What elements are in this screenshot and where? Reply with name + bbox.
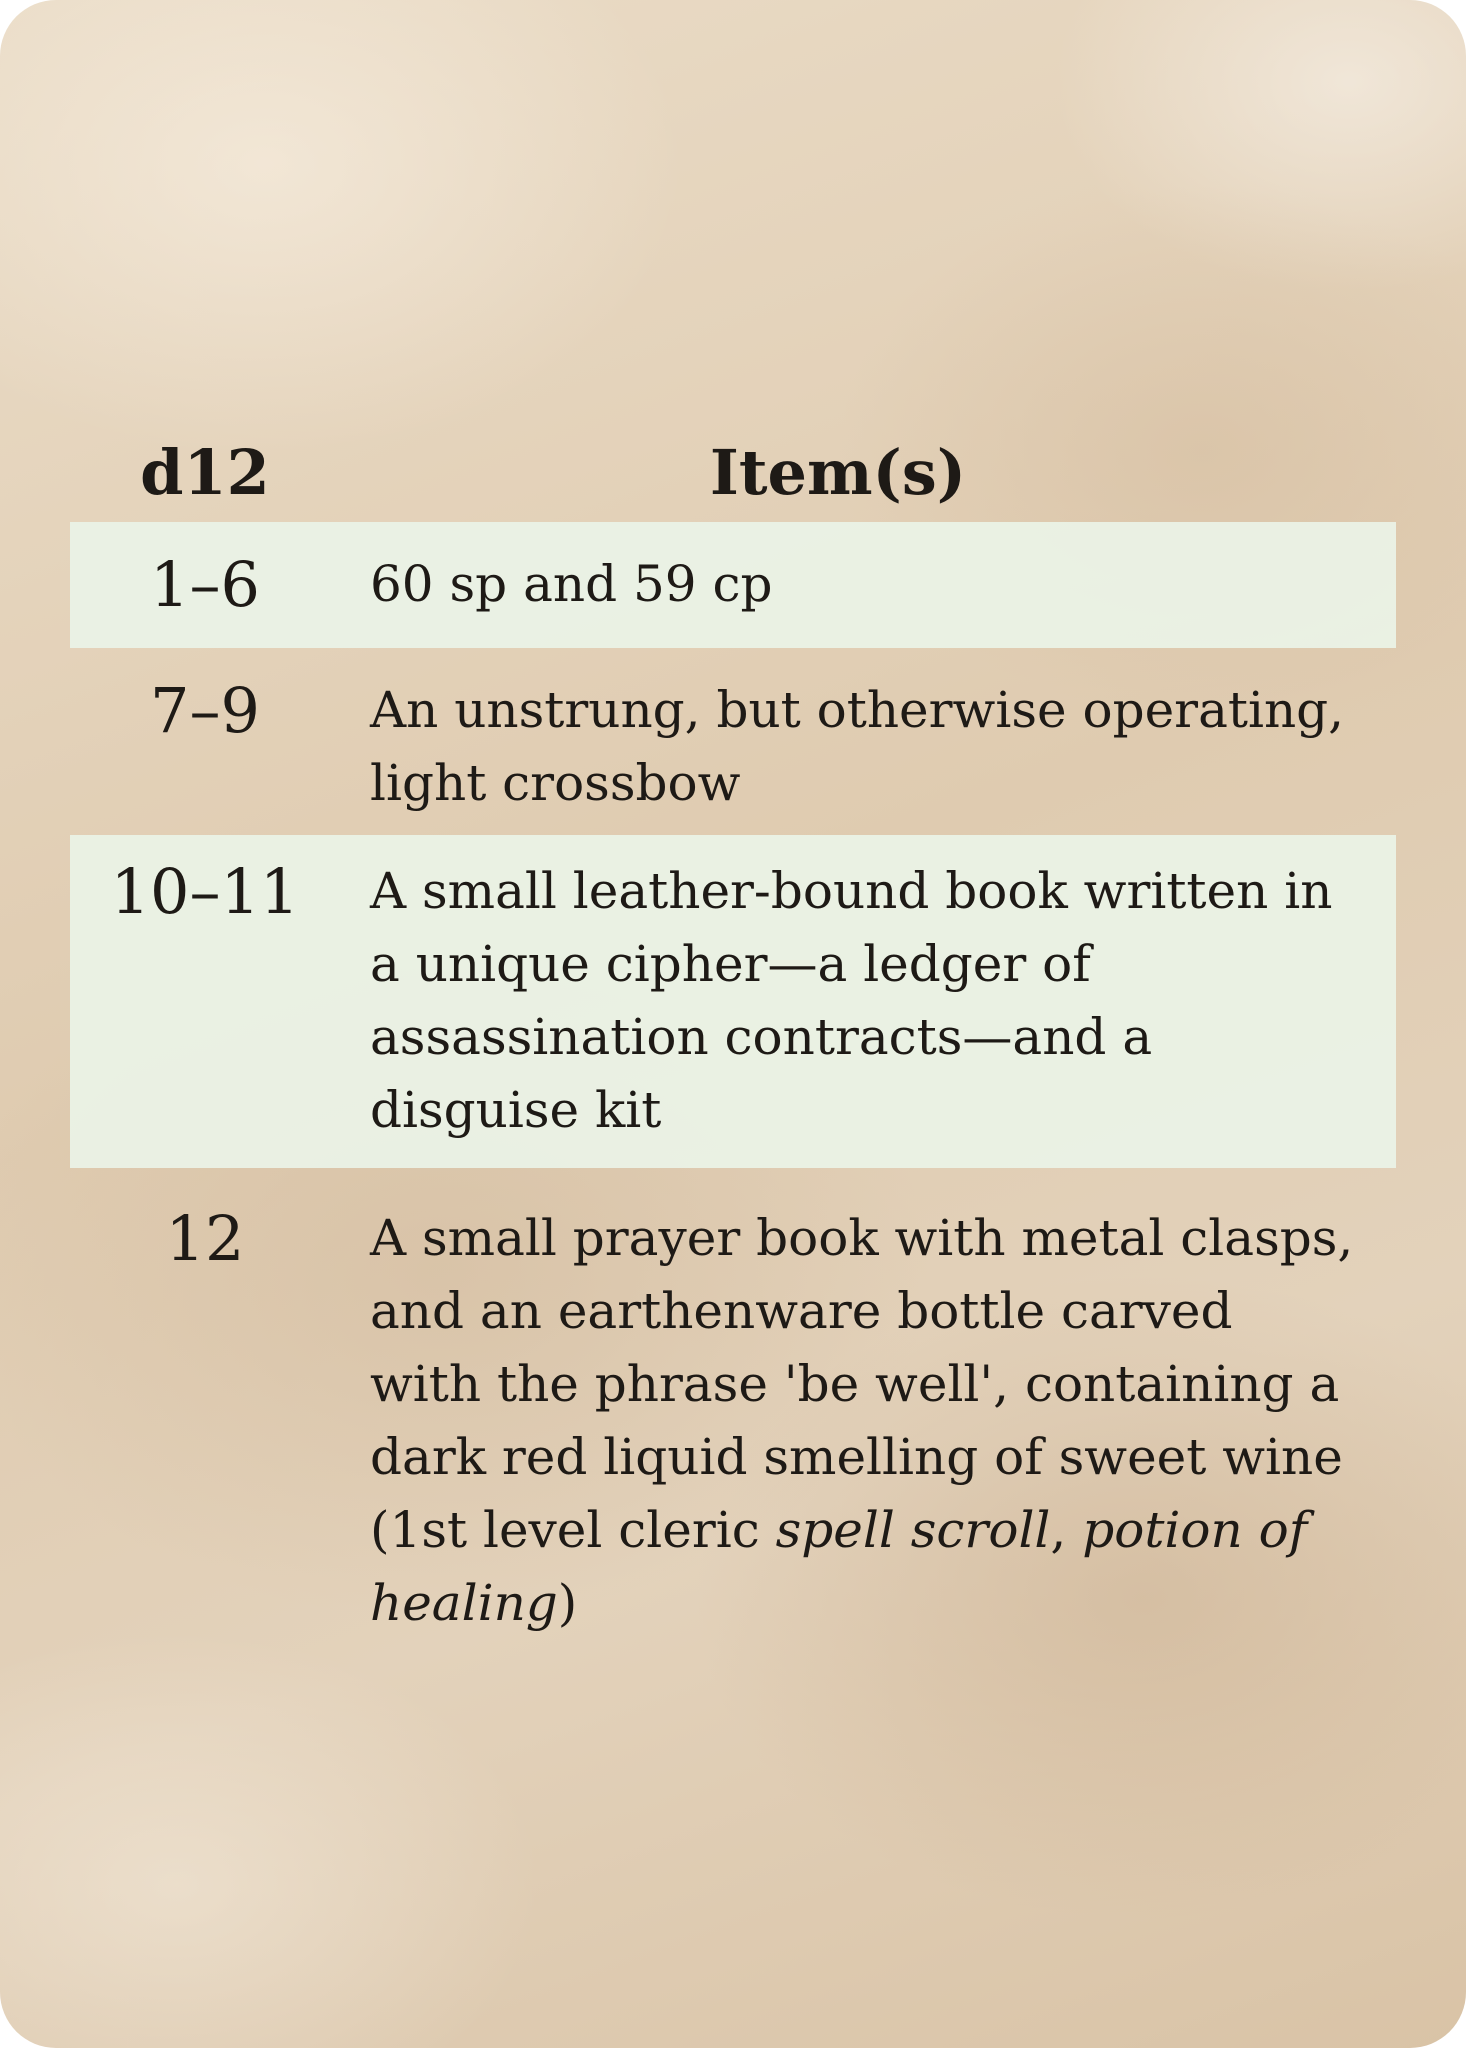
- item-italic-spell-scroll: spell scroll: [775, 1501, 1051, 1559]
- roll-range: 12: [165, 1202, 245, 1275]
- item-description: An unstrung, but otherwise operating, light crossbow: [370, 681, 1345, 812]
- table-row: [70, 1168, 1396, 1640]
- item-description: [340, 1202, 1396, 1640]
- d12-items-table: [70, 422, 1396, 1640]
- roll-range: 10–11: [110, 855, 300, 928]
- table-row: [70, 522, 1396, 648]
- item-description: 60 sp and 59 cp: [370, 555, 773, 613]
- header-items: Item(s): [709, 435, 967, 509]
- roll-range: 7–9: [150, 674, 260, 747]
- roll-range: 1–6: [150, 548, 260, 621]
- item-italic-potion: potion of healing: [370, 1501, 1308, 1632]
- table-row: [70, 835, 1396, 1168]
- item-close-paren: ): [557, 1574, 578, 1632]
- table-row: [70, 648, 1396, 835]
- item-text: A small prayer book with metal clasps, and an earthenware bottle carved with the phrase 'be well', containing a dark red liquid smelling of sweet wine (1st level cleric: [370, 1209, 1354, 1559]
- table-header: [70, 422, 1396, 522]
- item-separator: ,: [1050, 1501, 1083, 1559]
- item-description: A small leather-bound book written in a unique cipher—a ledger of assassination contracts—and a disguise kit: [370, 862, 1333, 1139]
- header-d12: d12: [140, 435, 270, 509]
